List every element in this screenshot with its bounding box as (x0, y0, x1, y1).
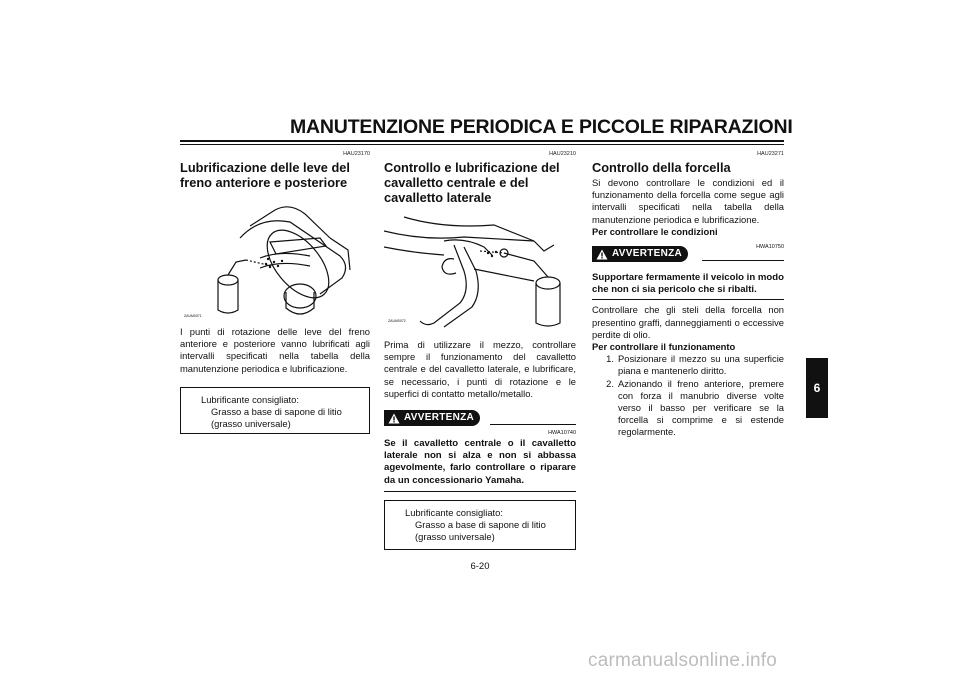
list-item: 1. Posizionare il mezzo su una superficie piana e mantenerlo diritto. (606, 353, 784, 377)
chapter-tab: 6 (806, 358, 828, 418)
section-code: HAU23170 (343, 151, 370, 157)
warning-triangle-icon (388, 413, 400, 424)
brake-lever-text: I punti di rotazione delle leve del freno anteriore e posteriore vanno lubrificati agli intervalli specificati nella tabella della manutenzione periodica e lubrificazione. (180, 326, 370, 374)
stand-figure (384, 211, 576, 329)
list-item: 2. Azionando il freno anteriore, premere con forza il manubrio diverse volte verso il basso per verificare se la forcella si comprime e si estende regolarmente. (606, 377, 784, 438)
subheading-operation: Per controllare il funzionamento (592, 341, 736, 353)
warning-header (384, 410, 576, 437)
lubricant-box: Lubrificante consigliato: Grasso a base di sapone di litio (grasso universale) (180, 387, 370, 434)
section-stands (384, 150, 576, 550)
warning-end-rule (384, 491, 576, 492)
warning-text: Supportare fermamente il veicolo in modo che non ci sia pericolo che si ribalti. (592, 272, 784, 296)
page-title: MANUTENZIONE PERIODICA E PICCOLE RIPARAZIONI (290, 116, 793, 138)
subheading-condition: Per controllare le condizioni (592, 225, 718, 237)
stand-text: Prima di utilizzare il mezzo, controllare sempre il funzionamento del cavalletto centrale e del cavalletto laterale, e lubrificare, se necessario, i punti di rotazione e le superfici di contatto metallo/metallo. (384, 339, 576, 399)
brake-lever-figure (180, 196, 370, 322)
section-heading: Lubrificazione delle leve del freno anteriore e posteriore (180, 160, 350, 190)
title-rule (180, 140, 784, 142)
brake-lever-illustration (180, 196, 370, 322)
warning-rule (490, 424, 576, 425)
section-fork (592, 150, 784, 439)
figure-code: ZAUM0071 (184, 314, 202, 318)
page-number: 6-20 (470, 561, 490, 572)
fork-intro-text: Si devono controllare le condizioni ed il funzionamento della forcella come segue agli intervalli specificati nella tabella della manutenzione periodica e lubrificazione. (592, 177, 784, 225)
watermark: carmanualsonline.info (588, 650, 778, 671)
fork-steps (592, 353, 784, 438)
figure-code: ZAUM0072 (388, 319, 406, 323)
warning-badge: AVVERTENZA (592, 246, 688, 262)
section-code: HAU23210 (549, 151, 576, 157)
section-heading: Controllo della forcella (592, 160, 731, 175)
warning-code: HWA10740 (548, 430, 576, 437)
warning-triangle-icon (596, 249, 608, 260)
warning-end-rule (592, 299, 784, 300)
section-brake-levers (180, 150, 370, 434)
warning-code: HWA10750 (756, 244, 784, 251)
title-rule-thin (180, 144, 784, 145)
warning-header (592, 246, 784, 264)
warning-rule (702, 260, 784, 261)
fork-check-text: Controllare che gli steli della forcella non presentino graffi, danneggiamenti o eccessive perdite di olio. (592, 304, 784, 340)
warning-text: Se il cavalletto centrale o il cavalletto laterale non si alza e non si abbassa agevolmente, farlo controllare o riparare da un concessionario Yamaha. (384, 438, 576, 486)
warning-badge: AVVERTENZA (384, 410, 480, 426)
section-code: HAU23271 (757, 151, 784, 157)
lubricant-box: Lubrificante consigliato: Grasso a base di sapone di litio (grasso universale) (384, 500, 576, 550)
section-heading: Controllo e lubrificazione del cavalletto centrale e del cavalletto laterale (384, 160, 560, 205)
stand-illustration (384, 211, 576, 329)
